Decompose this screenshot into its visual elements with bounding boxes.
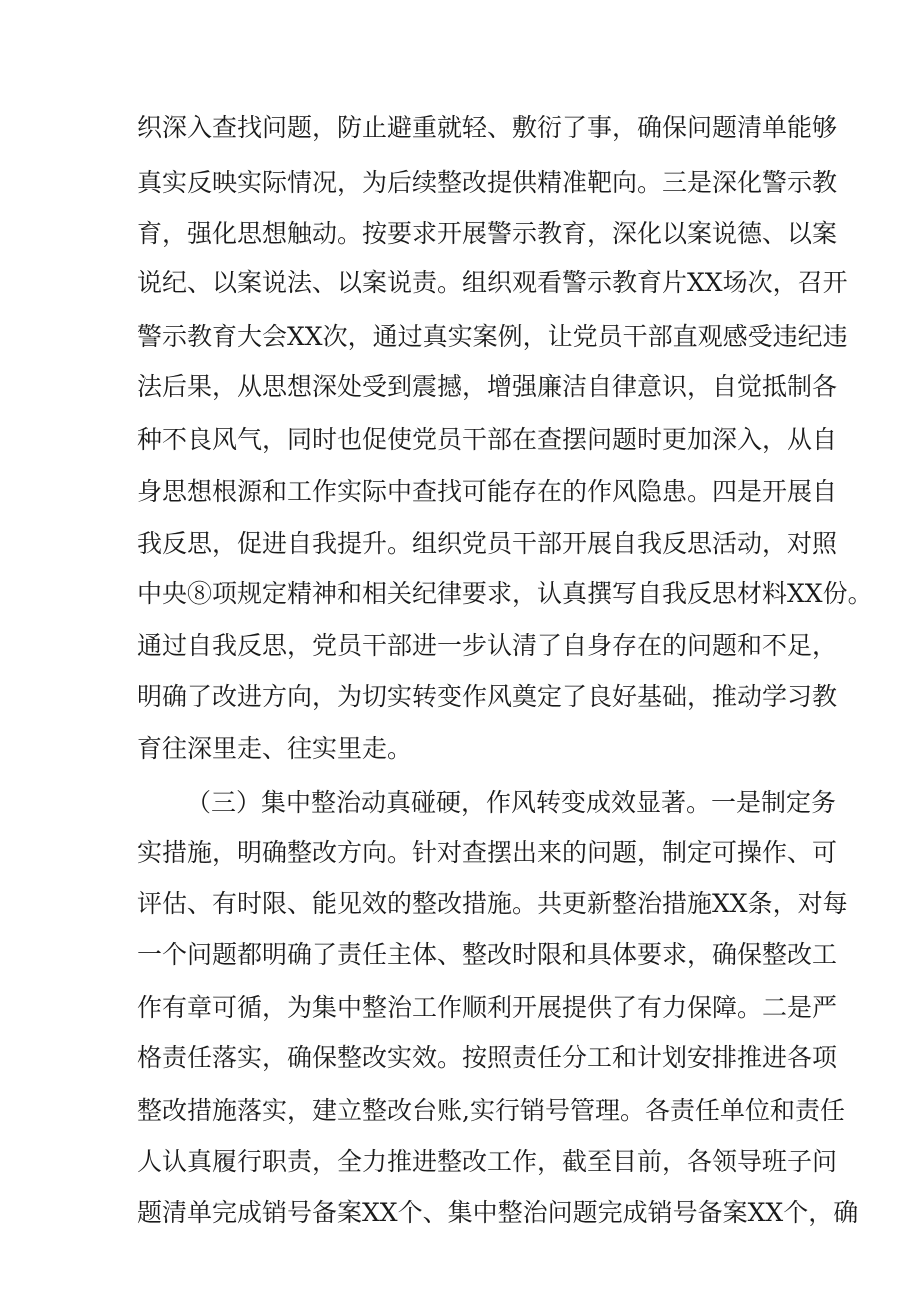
text-line: 通过自我反思，党员干部进一步认清了自身存在的问题和不足，	[137, 631, 838, 660]
text-line: 一个问题都明确了责任主体、整改时限和具体要求，确保整改工	[137, 940, 838, 969]
text-line: 整改措施落实，建立整改台账,实行销号管理。各责任单位和责任	[137, 1096, 845, 1125]
text-line: 织深入查找问题，防止避重就轻、敷衍了事，确保问题清单能够	[137, 113, 838, 142]
text-line: 育，强化思想触动。按要求开展警示教育，深化以案说德、以案	[137, 219, 838, 248]
section-heading-line: （三）集中整治动真碰硬，作风转变成效显著。一是制定务	[186, 788, 837, 817]
text-line: 实措施，明确整改方向。针对查摆出来的问题，制定可操作、可	[137, 838, 838, 867]
text-line: 法后果，从思想深处受到震撼，增强廉洁自律意识，自觉抵制各	[137, 372, 838, 401]
text-line: 作有章可循，为集中整治工作顺利开展提供了有力保障。二是严	[137, 993, 838, 1022]
text-line: 明确了改进方向，为切实转变作风奠定了良好基础，推动学习教	[137, 682, 838, 711]
text-line: 真实反映实际情况，为后续整改提供精准靶向。三是深化警示教	[137, 168, 838, 197]
text-line: 我反思，促进自我提升。组织党员干部开展自我反思活动，对照	[137, 529, 838, 558]
text-line: 警示教育大会XX次，通过真实案例，让党员干部直观感受违纪违	[137, 322, 848, 351]
text-line: 中央⑧项规定精神和相关纪律要求，认真撰写自我反思材料XX份。	[137, 579, 873, 608]
text-line: 说纪、以案说法、以案说责。组织观看警示教育片XX场次，召开	[137, 268, 848, 297]
text-line: 题清单完成销号备案XX个、集中整治问题完成销号备案XX个，确	[137, 1198, 859, 1227]
text-line: 种不良风气，同时也促使党员干部在查摆问题时更加深入，从自	[137, 425, 838, 454]
text-line: 人认真履行职责，全力推进整改工作，截至目前，各领导班子问	[137, 1147, 838, 1176]
text-line: 育往深里走、往实里走。	[137, 734, 413, 763]
text-line: 格责任落实，确保整改实效。按照责任分工和计划安排推进各项	[137, 1043, 838, 1072]
text-line: 身思想根源和工作实际中查找可能存在的作风隐患。四是开展自	[137, 477, 838, 506]
text-line: 评估、有时限、能见效的整改措施。共更新整治措施XX条，对每	[137, 889, 848, 918]
